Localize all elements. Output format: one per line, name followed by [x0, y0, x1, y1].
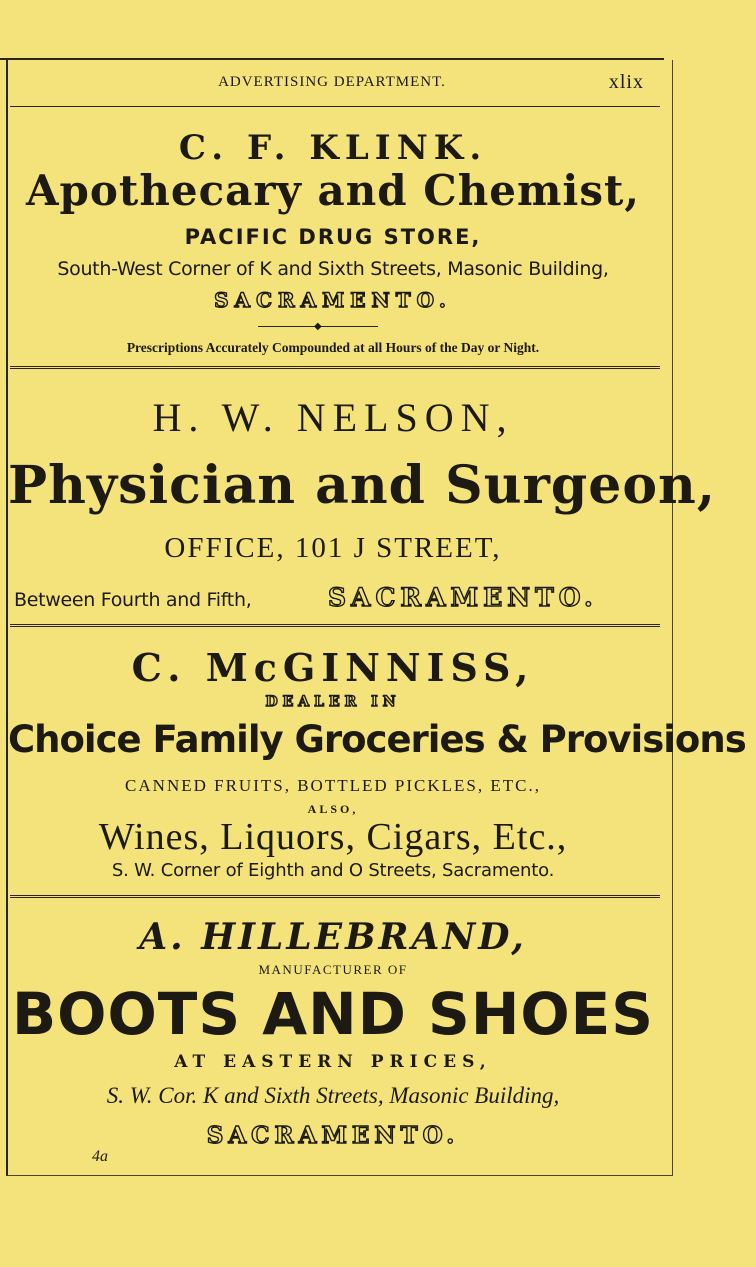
ornament-icon: ◆: [314, 321, 322, 332]
hillebrand-address: S. W. Cor. K and Sixth Streets, Masonic Building,: [106, 1083, 560, 1108]
hillebrand-prices: AT EASTERN PRICES,: [174, 1052, 492, 1072]
mcginniss-also: ALSO,: [307, 802, 359, 816]
mcginniss-wines: Wines, Liquors, Cigars, Etc.,: [98, 816, 568, 858]
hillebrand-product: BOOTS AND SHOES: [11, 980, 655, 1048]
nelson-city: SACRAMENTO.: [328, 583, 598, 612]
klink-profession: Apothecary and Chemist,: [25, 166, 641, 215]
hillebrand-name: A. HILLEBRAND,: [139, 916, 527, 958]
klink-name: C. F. KLINK.: [178, 128, 488, 168]
hillebrand-manufacturer: MANUFACTURER OF: [258, 962, 408, 977]
mcginniss-goods: Choice Family Groceries & Provisions: [8, 718, 746, 761]
klink-address: South-West Corner of K and Sixth Streets, Masonic Building,: [57, 258, 609, 280]
klink-city: SACRAMENTO.: [214, 288, 452, 312]
nelson-office: OFFICE, 101 J STREET,: [164, 532, 502, 564]
mcginniss-dealer: DEALER IN: [265, 694, 401, 710]
nelson-name: H. W. NELSON,: [152, 395, 514, 440]
signature-mark: 4a: [92, 1148, 108, 1165]
running-head: [8, 71, 656, 96]
nelson-between: Between Fourth and Fifth,: [14, 589, 252, 611]
top-rule: [0, 58, 664, 60]
page-number: xlix: [608, 71, 644, 93]
divider-2: [10, 624, 660, 628]
divider-3: [10, 895, 660, 899]
nelson-profession: Physician and Surgeon,: [8, 455, 716, 516]
hillebrand-city: SACRAMENTO.: [206, 1122, 460, 1149]
department-heading: ADVERTISING DEPARTMENT.: [218, 74, 446, 90]
mcginniss-name: C. McGINNISS,: [131, 645, 535, 690]
head-rule: [10, 106, 660, 107]
mcginniss-address: S. W. Corner of Eighth and O Streets, Sacramento.: [111, 860, 555, 881]
klink-tagline: Prescriptions Accurately Compounded at all Hours of the Day or Night.: [126, 340, 540, 355]
divider-1: [10, 366, 660, 370]
mcginniss-canned: CANNED FRUITS, BOTTLED PICKLES, ETC.,: [125, 776, 541, 795]
klink-store: PACIFIC DRUG STORE,: [184, 225, 482, 249]
